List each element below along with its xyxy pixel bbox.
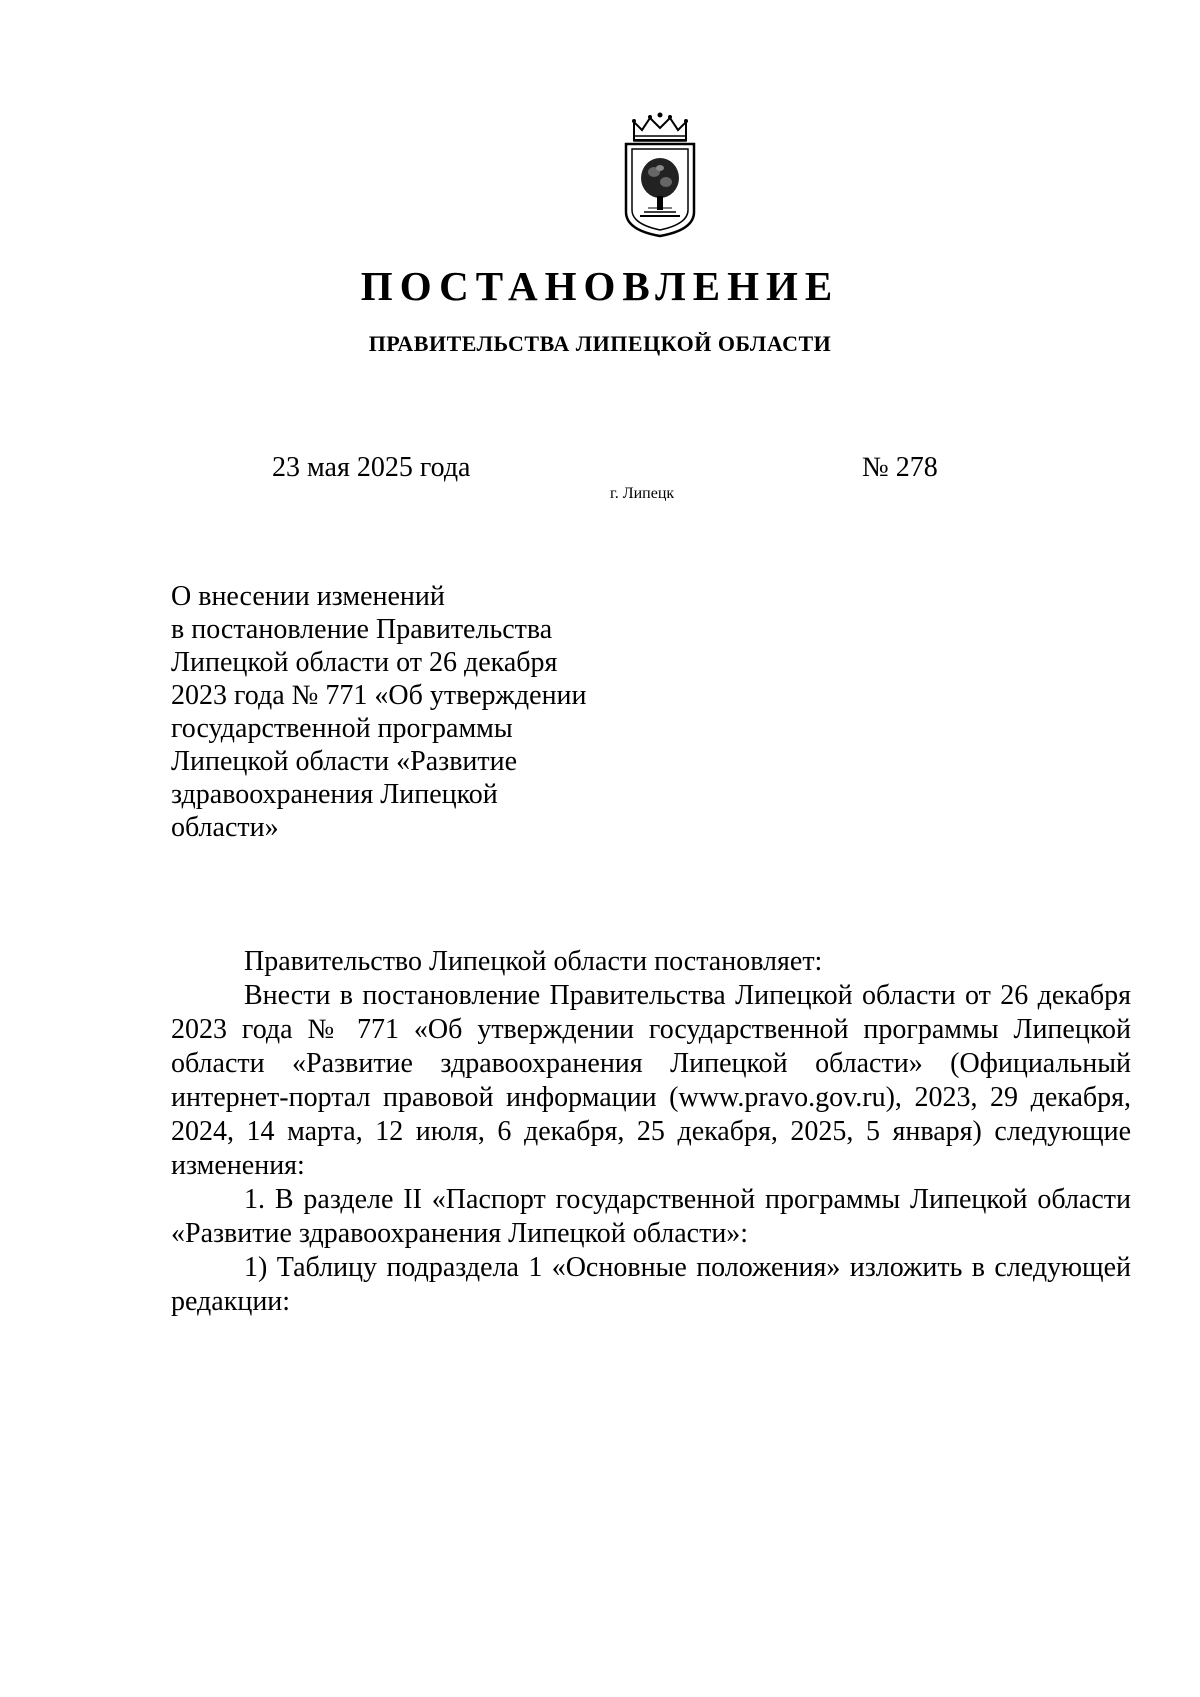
subject-line: 2023 года № 771 «Об утверждении <box>171 680 587 711</box>
document-title: ПОСТАНОВЛЕНИЕ <box>360 263 840 309</box>
body-paragraph: 1. В разделе II «Паспорт государственной программы Липецкой области «Развитие здравоохранения Липецкой области»: <box>171 1184 1131 1249</box>
subject-line: области» <box>171 812 279 843</box>
document-subject <box>171 580 631 844</box>
document-body <box>171 945 1131 1319</box>
subject-line: Липецкой области от 26 декабря <box>171 647 558 678</box>
document-number: № 278 <box>862 452 938 483</box>
subject-line: здравоохранения Липецкой <box>171 779 498 810</box>
document-date: 23 мая 2025 года <box>272 452 471 483</box>
body-paragraph: 1) Таблицу подраздела 1 «Основные положения» изложить в следующей редакции: <box>171 1252 1131 1317</box>
subject-line: государственной программы <box>171 713 513 744</box>
document-city: г. Липецк <box>610 485 675 502</box>
body-paragraph: Правительство Липецкой области постановляет: <box>244 946 823 977</box>
subject-line: в постановление Правительства <box>171 614 553 645</box>
subject-line: О внесении изменений <box>171 581 445 612</box>
subject-line: Липецкой области «Развитие <box>171 746 518 777</box>
body-paragraph: Внести в постановление Правительства Липецкой области от 26 декабря 2023 года № 771 «Об утверждении государственной программы Липецкой области «Развитие здравоохранения Липецкой области» (Официальный интернет-портал правовой информации (www.pravo.gov.ru), 2023, 29 декабря, 2024, 14 марта, 12 июля, 6 декабря, 25 декабря, 2025, 5 января) следующие изменения: <box>171 980 1131 1181</box>
lipetsk-coat-of-arms-icon <box>620 112 700 238</box>
document-issuer: ПРАВИТЕЛЬСТВА ЛИПЕЦКОЙ ОБЛАСТИ <box>368 331 832 356</box>
